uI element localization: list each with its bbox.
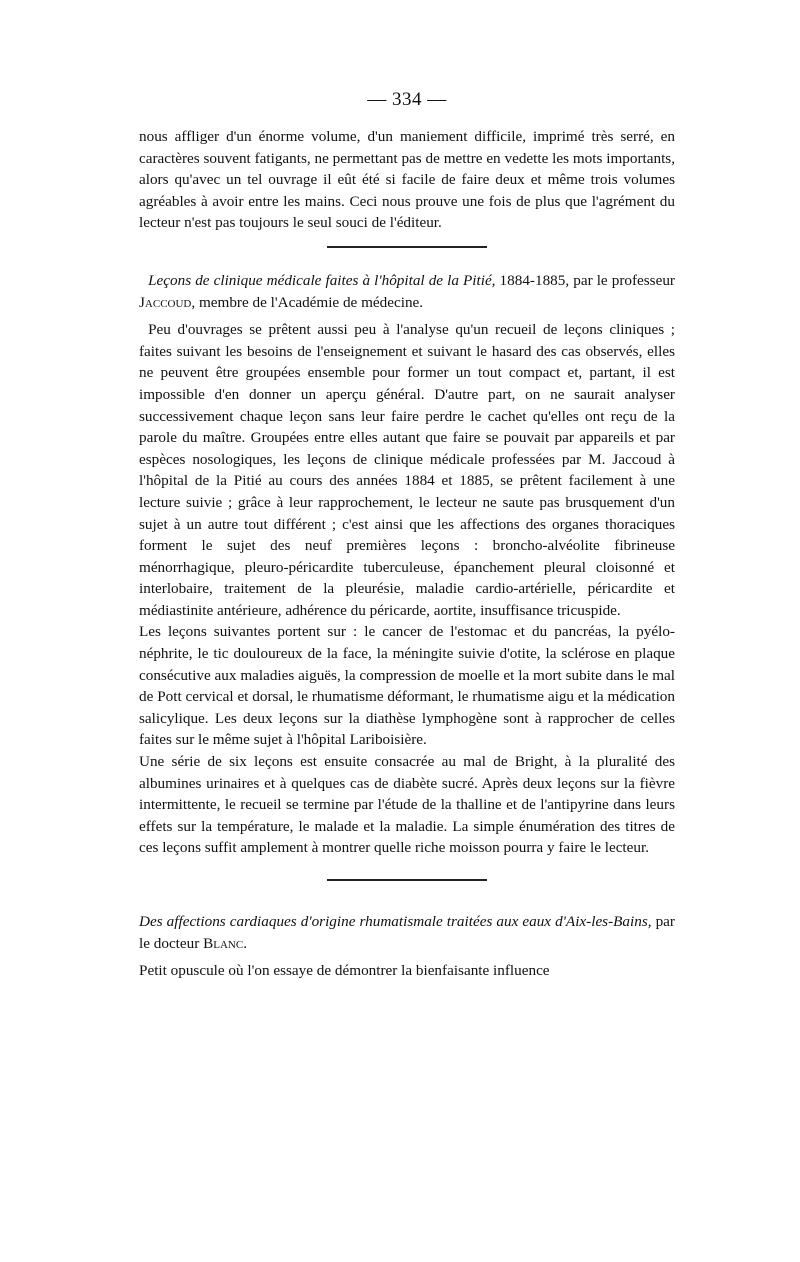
section-divider xyxy=(327,246,487,248)
document-page xyxy=(139,88,675,982)
page-number: — 334 — xyxy=(367,89,447,110)
review-paragraph: Une série de six leçons est ensuite consacrée au mal de Bright, à la pluralité des albumines urinaires et à quelques cas de diabète sucré. Après deux leçons sur la fièvre intermittente, le recueil se termine par l'étude de la thalline et de l'antipyrine dans leurs effets sur la température, le malade et la maladie. La simple énumération des titres de ces leçons suffit amplement à montrer quelle riche moisson pourra y faire le lecteur. xyxy=(139,753,675,857)
author-name: Jaccoud xyxy=(139,293,192,311)
review-paragraph: Peu d'ouvrages se prêtent aussi peu à l'analyse qu'un recueil de leçons cliniques ; faites suivant les besoins de l'enseignement et suivant le hasard des cas observés, elles ne peuvent être groupées ensemble pour former un tout compact et, partant, il est impossible d'en donner un aperçu général. D'autre part, on ne saurait analyser successivement chaque leçon sans leur faire perdre le cachet qu'elles ont reçu de la parole du maître. Groupées entre elles autant que faire se pouvait par appareils et par espèces nosologiques, les leçons de clinique médicale professées par M. Jaccoud à l'hôpital de la Pitié au cours des années 1884 et 1885, se prêtent facilement à une lecture suivie ; grâce à leur rapprochement, le lecteur ne saute pas brusquement d'un sujet à un autre tout différent ; c'est ainsi que les affections des organes thoraciques forment le sujet des neuf premières leçons : broncho-alvéolite fibrineuse ménorrhagique, pleuro-péricardite tuberculeuse, épanchement pleural cloisonné et interlobaire, traitement de la pleurésie, maladie cardio-artérielle, péricardite et médiastinite antérieure, adhérence du péricarde, aortite, insuffisance tricuspide. xyxy=(139,321,675,619)
author-name: Blanc xyxy=(203,934,244,952)
title-connector: par le docteur xyxy=(139,913,675,952)
author-affiliation: , membre de l'Académie de médecine. xyxy=(191,293,424,311)
book-title: Leçons de clinique médicale faites à l'hôpital de la Pitié, xyxy=(148,271,496,289)
title-connector: 1884-1885, par le professeur xyxy=(495,271,675,289)
book-title: Des affections cardiaques d'origine rhumatismale traitées aux eaux d'Aix-les-Bains, xyxy=(139,913,652,930)
review-title-blanc xyxy=(139,911,675,954)
review-paragraph: Petit opuscule où l'on essaye de démontrer la bienfaisante influence xyxy=(139,962,550,980)
review-title-jaccoud xyxy=(139,270,675,313)
review-paragraph: Les leçons suivantes portent sur : le cancer de l'estomac et du pancréas, la pyélo-néphrite, le tic douloureux de la face, la méningite suivie d'otite, la sclérose en plaque consécutive aux maladies aiguës, la compression de moelle et la mort subite dans le mal de Pott cervical et dorsal, le rhumatisme déformant, le rhumatisme aigu et la médication salicylique. Les deux leçons sur la diathèse lymphogène sont à rapprocher de celles faites sur le même sujet à l'hôpital Lariboisière. xyxy=(139,623,675,749)
title-end: . xyxy=(243,934,247,952)
intro-paragraph: nous affliger d'un énorme volume, d'un maniement difficile, imprimé très serré, en caractères souvent fatigants, ne permettant pas de mettre en vedette les mots importants, alors qu'avec un tel ouvrage il eût été si facile de faire deux et même trois volumes agréables à avoir entre les mains. Ceci nous prouve une fois de plus que l'agrément du lecteur n'est pas toujours le seul souci de l'éditeur. xyxy=(139,128,675,232)
section-divider xyxy=(327,879,487,881)
